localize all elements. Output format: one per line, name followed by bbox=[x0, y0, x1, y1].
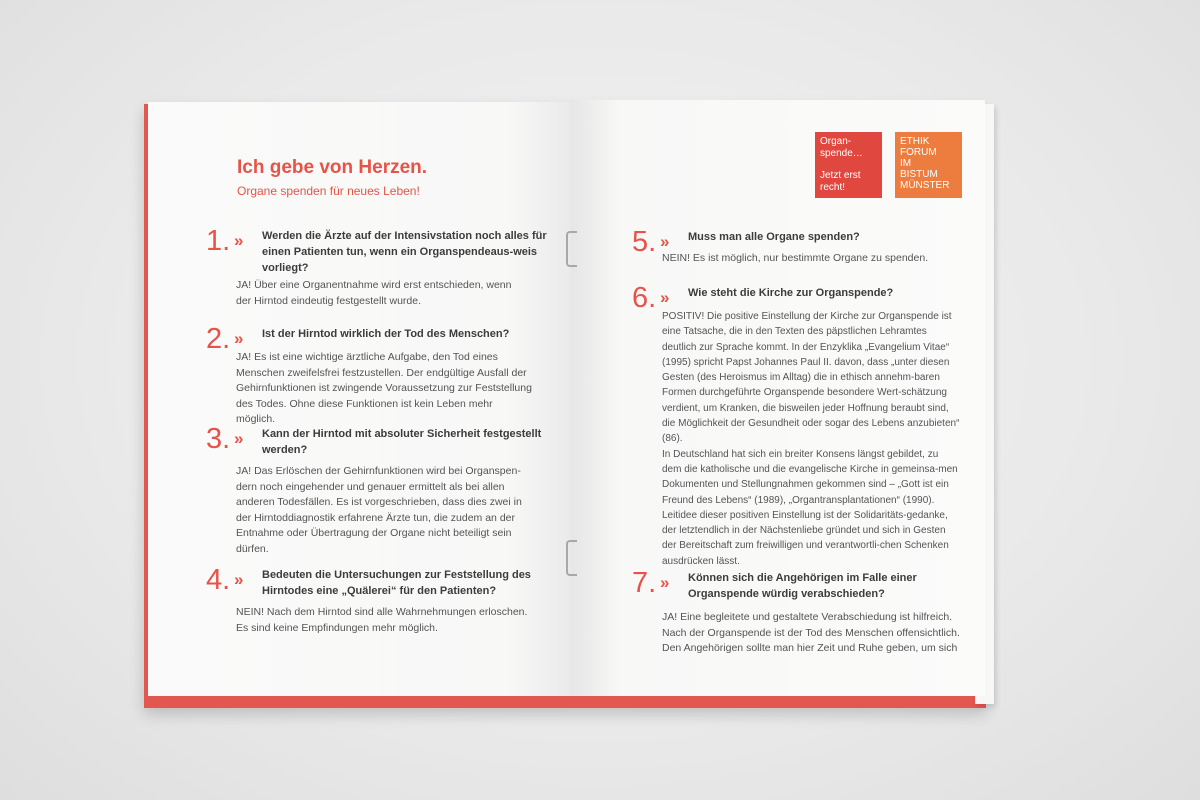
qa-answer: NEIN! Es ist möglich, nur bestimmte Organe zu spenden. bbox=[662, 252, 929, 264]
qa-answer: JA! Über eine Organentnahme wird erst entschieden, wenn der Hirntod eindeutig festgestellt wurde. bbox=[236, 279, 512, 307]
organspende-logo-top: Organ- spende… bbox=[820, 136, 863, 159]
qa-number: 5. bbox=[632, 226, 657, 258]
qa-answer: JA! Das Erlöschen der Gehirnfunktionen wird bei Organspen-dern noch eingehender und genauer ermittelt als bei allen anderen Todesfällen. Es ist vorgeschrieben, dass dies zwei in der Hirntoddiagnostik erfahrene Ärzte tun, die zudem an der Entnahme oder Übertragung der Organe nicht beteiligt sein dürfen. bbox=[236, 465, 522, 555]
qa-question: Kann der Hirntod mit absoluter Sicherheit festgestellt werden? bbox=[262, 428, 542, 456]
qa-number: 4. bbox=[206, 564, 231, 596]
double-chevron-icon: » bbox=[660, 232, 667, 251]
qa-answer-paragraph: POSITIV! Die positive Einstellung der Kirche zur Organspende ist eine Tatsache, die in den Texten des päpstlichen Lehramtes deutlich zur Sprache kommt. In der Enzyklika „Evangelium Vitae“ (1995) spricht Papst Johannes Paul II. davon, dass „unter diesen Gesten (des Heroismus im Alltag) die in ethisch annehm-baren Formen durchgeführte Organspende besondere Wert-schätzung verdient, um Kranken, die bisweilen jeder Hoffnung beraubt sind, die Möglichkeit der Gesundheit oder sogar des Lebens anzubieten“ (86). bbox=[662, 311, 960, 445]
organspende-logo bbox=[815, 132, 882, 198]
qa-answer: NEIN! Nach dem Hirntod sind alle Wahrnehmungen erloschen. Es sind keine Empfindungen mehr möglich. bbox=[236, 606, 528, 634]
brochure-heading: Ich gebe von Herzen. bbox=[237, 157, 428, 178]
qa-number: 2. bbox=[206, 323, 231, 355]
qa-number: 7. bbox=[632, 567, 657, 599]
double-chevron-icon: » bbox=[660, 573, 667, 592]
qa-number: 1. bbox=[206, 225, 231, 257]
qa-question: Ist der Hirntod wirklich der Tod des Menschen? bbox=[262, 328, 510, 340]
qa-answer bbox=[662, 309, 960, 569]
double-chevron-icon: » bbox=[234, 329, 241, 348]
qa-question: Wie steht die Kirche zur Organspende? bbox=[688, 287, 894, 299]
qa-question: Werden die Ärzte auf der Intensivstation noch alles für einen Patienten tun, wenn ein Organspendeaus-weis vorliegt? bbox=[262, 230, 547, 274]
qa-question: Bedeuten die Untersuchungen zur Feststellung des Hirntodes eine „Quälerei“ für den Patienten? bbox=[262, 569, 531, 597]
qa-answer: JA! Es ist eine wichtige ärztliche Aufgabe, den Tod eines Menschen zweifelsfrei festzustellen. Der endgültige Ausfall der Gehirnfunktionen ist zwingende Voraussetzung zur Feststellung des Todes. Ohne diese Funktionen ist kein Leben mehr möglich. bbox=[236, 351, 532, 425]
double-chevron-icon: » bbox=[234, 231, 241, 250]
brochure-subheading: Organe spenden für neues Leben! bbox=[237, 184, 420, 198]
qa-question: Muss man alle Organe spenden? bbox=[688, 231, 860, 243]
qa-answer: JA! Eine begleitete und gestaltete Verabschiedung ist hilfreich. Nach der Organspende ist der Tod des Menschen offensichtlich. Den Angehörigen sollte man hier Zeit und Ruhe geben, um sich bbox=[662, 611, 960, 654]
organspende-logo-bottom: Jetzt erst recht! bbox=[820, 170, 861, 193]
double-chevron-icon: » bbox=[234, 429, 241, 448]
qa-answer-paragraph: In Deutschland hat sich ein breiter Konsens längst gebildet, zu dem die katholische und die evangelische Kirche in gemeinsa-men Dokumenten und Stellungnahmen gekommen sind – „Gott ist ein Freund des Lebens“ (1989), „Organtransplantationen“ (1990). Leitidee dieser positiven Einstellung ist der Solidaritäts-gedanke, der letztendlich in der Nächstenliebe gründet und sich in Gesten der Bereitschaft zum freiwilligen und verantwortli-chen Schenken ausdrücken lässt. bbox=[662, 448, 958, 567]
ethik-forum-logo-text: ETHIK FORUM IM BISTUM MÜNSTER bbox=[900, 136, 950, 191]
staple-bottom bbox=[566, 540, 577, 576]
double-chevron-icon: » bbox=[234, 570, 241, 589]
qa-number: 6. bbox=[632, 282, 657, 314]
double-chevron-icon: » bbox=[660, 288, 667, 307]
qa-number: 3. bbox=[206, 423, 231, 455]
qa-question: Können sich die Angehörigen im Falle einer Organspende würdig verabschieden? bbox=[688, 572, 917, 600]
ethik-forum-logo bbox=[895, 132, 962, 198]
staple-top bbox=[566, 231, 577, 267]
